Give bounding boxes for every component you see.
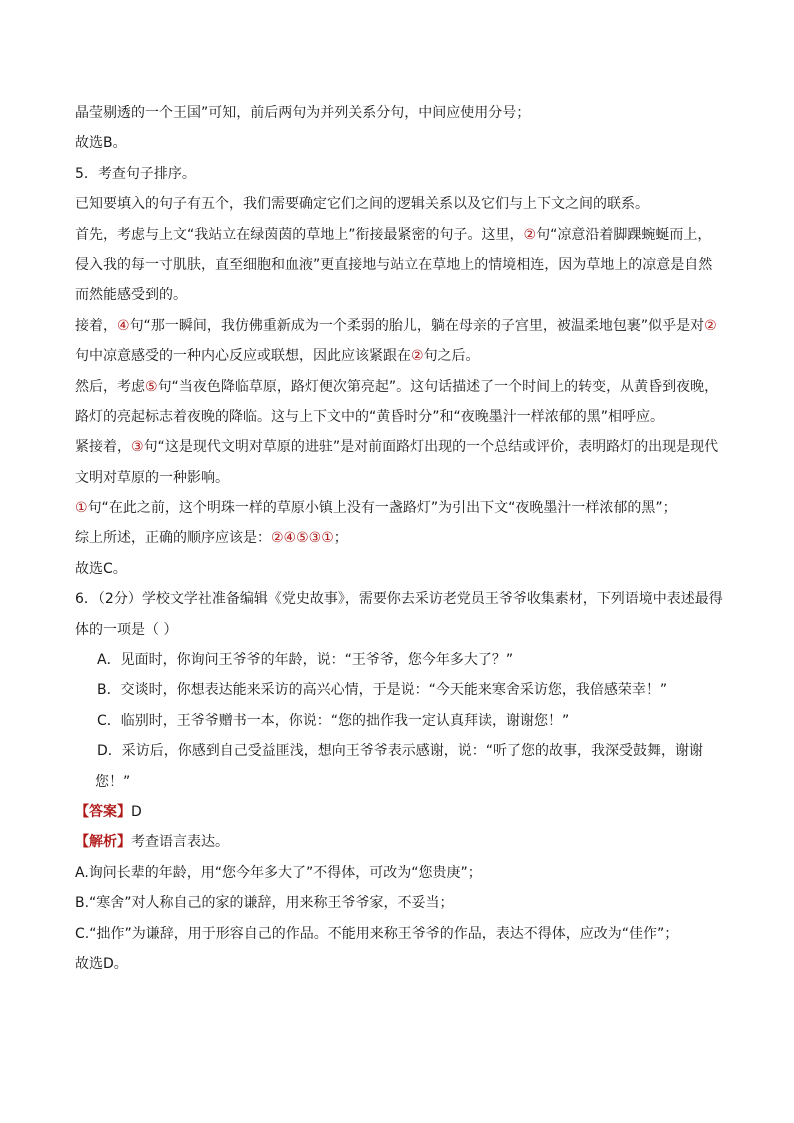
text-line: 首先，考虑与上文“我站立在绿茵茵的草地上”衔接最紧密的句子。这里，②句“凉意沿着脚踝蜿蜒而上， bbox=[75, 226, 712, 243]
circled-number: ④ bbox=[117, 317, 130, 334]
circled-number: ⑤ bbox=[145, 378, 158, 395]
text-line: B.“寒舍”对人称自己的家的谦辞，用来称王爷爷家，不妥当； bbox=[75, 895, 454, 912]
text-line: 故选B。 bbox=[75, 135, 127, 152]
option-a: A．见面时，你询问王爷爷的年龄，说：“王爷爷，您今年多大了？” bbox=[97, 652, 514, 669]
option-c: C．临别时，王爷爷赠书一本，你说：“您的拙作我一定认真拜读，谢谢您！” bbox=[97, 712, 570, 729]
option-d-continuation: 您！” bbox=[95, 773, 131, 790]
circled-number: ② bbox=[411, 348, 424, 365]
answer-line bbox=[75, 797, 734, 827]
circled-number: ② bbox=[523, 226, 537, 243]
text-line: 晶莹剔透的一个王国”可知，前后两句为并列关系分句，中间应使用分号； bbox=[75, 105, 531, 121]
text-line: 而然能感受到的。 bbox=[75, 287, 187, 304]
option-d: D．采访后，你感到自己受益匪浅，想向王爷爷表示感谢，说：“听了您的故事，我深受鼓舞，谢谢 bbox=[97, 743, 704, 760]
text-line: C.“拙作”为谦辞，用于形容自己的作品。不能用来称王爷爷的作品，表达不得体，应改为“佳作”； bbox=[75, 925, 679, 942]
text-line: 文明对草原的一种影响。 bbox=[75, 469, 229, 486]
answer-label: 【答案】 bbox=[75, 803, 131, 820]
text-line: A.询问长辈的年龄，用“您今年多大了”不得体，可改为“您贵庚”； bbox=[75, 864, 482, 881]
analysis-text: 考查语言表达。 bbox=[131, 834, 229, 851]
analysis-line bbox=[75, 827, 734, 857]
question-stem: 6．（2分）学校文学社准备编辑《党史故事》，需要你去采访老党员王爷爷收集素材，下列语境中表述最得 bbox=[75, 591, 723, 608]
text-line: 已知要填入的句子有五个，我们需要确定它们之间的逻辑关系以及它们与上下文之间的联系。 bbox=[75, 196, 649, 213]
text-line: 侵入我的每一寸肌肤，直至细胞和血液”更直接地与站立在草地上的情境相连，因为草地上的凉意是自然 bbox=[75, 256, 713, 273]
text-line: 故选D。 bbox=[75, 955, 128, 972]
circled-number: ② bbox=[704, 317, 717, 334]
question-heading: 5．考查句子排序。 bbox=[75, 165, 196, 182]
text-line: ①句“在此之前，这个明珠一样的草原小镇上没有一盏路灯”为引出下文“夜晚墨汁一样浓郁的黑”； bbox=[75, 500, 677, 517]
circled-number: ③ bbox=[131, 439, 144, 456]
text-line: 综上所述，正确的顺序应该是：②④⑤③①； bbox=[75, 530, 348, 547]
analysis-label: 【解析】 bbox=[75, 834, 131, 851]
answer-value: D bbox=[131, 803, 142, 820]
text-line: 然后，考虑⑤句“当夜色降临草原，路灯便次第亮起”。这句话描述了一个时间上的转变，从黄昏到夜晚， bbox=[75, 378, 719, 395]
option-b: B．交谈时，你想表达能来采访的高兴心情，于是说：“今天能来寒舍采访您，我倍感荣幸！” bbox=[97, 682, 668, 699]
text-line: 路灯的亮起标志着夜晚的降临。这与上下文中的“黄昏时分”和“夜晚墨汁一样浓郁的黑”相呼应。 bbox=[75, 408, 665, 425]
circled-number: ① bbox=[75, 500, 88, 517]
question-stem: 体的一项是（ ） bbox=[75, 621, 178, 638]
text-line: 故选C。 bbox=[75, 560, 127, 577]
text-line: 紧接着，③句“这是现代文明对草原的进驻”是对前面路灯出现的一个总结或评价，表明路灯的出现是现代 bbox=[75, 439, 719, 456]
circled-number: ②④⑤③① bbox=[271, 530, 334, 547]
text-line: 接着，④句“那一瞬间，我仿佛重新成为一个柔弱的胎儿，躺在母亲的子宫里，被温柔地包裹”似乎是对② bbox=[75, 317, 717, 334]
text-line: 句中凉意感受的一种内心反应或联想，因此应该紧跟在②句之后。 bbox=[75, 348, 480, 365]
